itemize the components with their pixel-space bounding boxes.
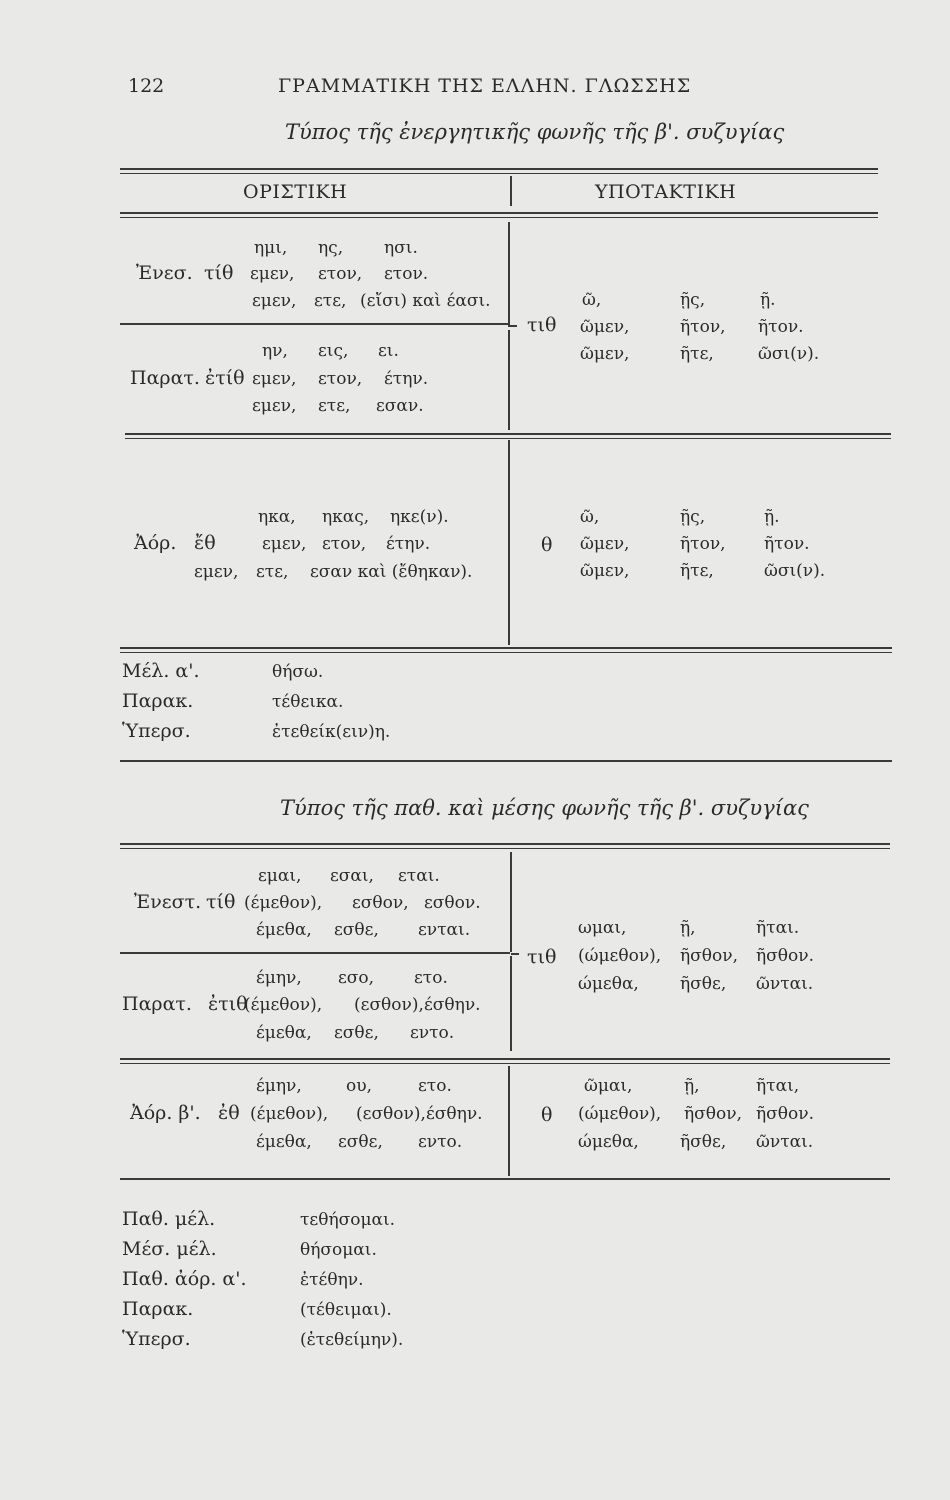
ending: έσθην.: [426, 1104, 483, 1124]
rule-top: [120, 168, 878, 170]
rule-section-3: [120, 760, 892, 762]
col-subjunctive: ΥΠΟΤΑΚΤΙΚΗ: [595, 181, 737, 203]
ending: έμεθα,: [256, 1132, 312, 1152]
ending: ῆσθον.: [756, 946, 814, 966]
ending: ετε,: [314, 291, 347, 311]
brace-point: [509, 325, 517, 327]
ending: εσαν.: [376, 396, 424, 416]
divider-passive-aorist: [508, 1066, 510, 1176]
ending: ετον,: [318, 264, 363, 284]
ending: εμεν,: [252, 291, 297, 311]
tense-form: τεθήσομαι.: [300, 1210, 396, 1230]
ending: ῆσθε,: [680, 1132, 727, 1152]
tense-label: Παθ. μέλ.: [122, 1208, 216, 1230]
stem: τιθ: [527, 946, 557, 968]
tense-form: ἐτέθην.: [300, 1270, 364, 1290]
stem: ἐτίθ: [205, 367, 245, 389]
ending: έτην.: [386, 534, 431, 554]
ending: έσθην.: [424, 995, 481, 1015]
ending: εσθον.: [424, 893, 481, 913]
tense-label: Ἐνεστ.: [134, 891, 202, 913]
ending: ῶσι(ν).: [758, 344, 820, 364]
ending: ώμεθα,: [578, 1132, 639, 1152]
ending: ῆτον.: [758, 317, 804, 337]
ending: ην,: [262, 341, 288, 361]
ending: (έμεθον),: [244, 893, 323, 913]
ending: ῶνται.: [756, 974, 814, 994]
tense-label: Παρακ.: [122, 1298, 194, 1320]
ending: ῇ,: [680, 918, 696, 938]
ending: ετε,: [256, 562, 289, 582]
passive-brace-upper: [510, 852, 512, 952]
ending: ηκα,: [258, 507, 296, 527]
ending: (ώμεθον),: [578, 946, 662, 966]
ending: εμεν,: [250, 264, 295, 284]
ending: ετον,: [322, 534, 367, 554]
ending: ετον,: [318, 369, 363, 389]
ending: εσθον,: [352, 893, 409, 913]
stem: θ: [541, 1104, 553, 1126]
ending: ῶμεν,: [580, 561, 630, 581]
passive-brace-lower: [510, 956, 512, 1051]
ending: ῇς,: [680, 507, 706, 527]
rule-section-2b: [120, 652, 892, 653]
rule-header-bottom-2: [120, 217, 878, 218]
ending: ῶμεν,: [580, 534, 630, 554]
stem: ἔθ: [194, 532, 216, 554]
ending: εμαι,: [258, 866, 302, 886]
tense-form: θήσομαι.: [300, 1240, 377, 1260]
ending: (εσθον),: [354, 995, 424, 1015]
rule-passive-top: [120, 843, 890, 845]
ending: εμεν,: [262, 534, 307, 554]
stem: ἐτιθ: [208, 993, 248, 1015]
ending: εσθε,: [334, 1023, 379, 1043]
ending: ῇ.: [760, 290, 776, 310]
ending: ῆσθε,: [680, 974, 727, 994]
ending: εσαι,: [330, 866, 374, 886]
ending: ῇς,: [680, 290, 706, 310]
ending: ῆτον,: [680, 317, 726, 337]
ending: ενται.: [418, 920, 471, 940]
tense-form: (τέθειμαι).: [300, 1300, 392, 1320]
ending: ῆσθον,: [680, 946, 738, 966]
ending: εμεν,: [252, 396, 297, 416]
ending: έμην,: [256, 968, 302, 988]
ending: ετο.: [414, 968, 448, 988]
tense-label: Ἀόρ.: [134, 532, 177, 554]
ending: εται.: [398, 866, 440, 886]
tense-label: Ἀόρ. β'.: [130, 1102, 201, 1124]
active-heading: Τύπος τῆς ἐνεργητικῆς φωνῆς τῆς β'. συζυγίας: [285, 120, 785, 144]
passive-heading: Τύπος τῆς παθ. καὶ μέσης φωνῆς τῆς β'. συζυγίας: [280, 796, 809, 820]
ending: ετον.: [384, 264, 429, 284]
rule-passive-end: [120, 1178, 890, 1180]
ending: εντο.: [410, 1023, 455, 1043]
ending: ησι.: [384, 238, 418, 258]
tense-form: θήσω.: [272, 662, 324, 682]
tense-form: (ἐτεθείμην).: [300, 1330, 404, 1350]
ending: ηκε(ν).: [390, 507, 449, 527]
ending: ῶσι(ν).: [764, 561, 826, 581]
ending: ώμεθα,: [578, 974, 639, 994]
stem: τίθ: [204, 262, 234, 284]
stem: τίθ: [206, 891, 236, 913]
ending: (εἴσι) καὶ έασι.: [360, 291, 491, 311]
tense-label: Παρακ.: [122, 690, 194, 712]
tense-label: Ὑπερσ.: [122, 720, 191, 742]
header-divider: [510, 176, 512, 206]
ending: ει.: [378, 341, 399, 361]
ending: έμεθα,: [256, 920, 312, 940]
ending: ῆσθον,: [684, 1104, 742, 1124]
ending: εσαν καὶ (ἔθηκαν).: [310, 562, 473, 582]
rule-passive-top-2: [120, 848, 890, 849]
brace-lower: [508, 330, 510, 430]
ending: (εσθον),: [356, 1104, 426, 1124]
ending: εντο.: [418, 1132, 463, 1152]
ending: ῶνται.: [756, 1132, 814, 1152]
divider-aorist: [508, 440, 510, 645]
stem: θ: [541, 534, 553, 556]
ending: ῇ,: [684, 1076, 700, 1096]
tense-label: Παθ. ἀόρ. α'.: [122, 1268, 247, 1290]
ending: εμεν,: [194, 562, 239, 582]
ending: έτην.: [384, 369, 429, 389]
ending: εις,: [318, 341, 349, 361]
ending: ετε,: [318, 396, 351, 416]
rule-passive-aorist: [120, 1058, 890, 1060]
ending: ης,: [318, 238, 344, 258]
ending: (έμεθον),: [244, 995, 323, 1015]
tense-label: Ὑπερσ.: [122, 1328, 191, 1350]
ending: εσο,: [338, 968, 375, 988]
ending: ῶμεν,: [580, 344, 630, 364]
rule-section-2: [120, 647, 892, 649]
rule-passive-aorist-2: [120, 1063, 890, 1064]
stem: τιθ: [527, 314, 557, 336]
ending: έμην,: [256, 1076, 302, 1096]
ending: ῶμαι,: [584, 1076, 633, 1096]
tense-label: Μέσ. μέλ.: [122, 1238, 217, 1260]
rule-mid-left: [120, 323, 510, 325]
tense-label: Παρατ.: [122, 993, 192, 1015]
page-number: 122: [128, 75, 165, 97]
rule-passive-mid: [120, 952, 510, 954]
ending: (ώμεθον),: [578, 1104, 662, 1124]
ending: εσθε,: [334, 920, 379, 940]
passive-brace-point: [511, 953, 519, 955]
ending: ῆτε,: [680, 344, 714, 364]
tense-form: ἐτεθείκ(ειν)η.: [272, 722, 391, 742]
col-indicative: ΟΡΙΣΤΙΚΗ: [243, 181, 348, 203]
tense-label: Ἐνεσ.: [136, 262, 193, 284]
ending: ῶ,: [580, 507, 600, 527]
ending: ῆσθον.: [756, 1104, 814, 1124]
ending: ῆτον.: [764, 534, 810, 554]
ending: ῶμεν,: [580, 317, 630, 337]
tense-label: Παρατ.: [130, 367, 200, 389]
ending: ῇ.: [764, 507, 780, 527]
rule-top-2: [120, 173, 878, 174]
ending: ωμαι,: [578, 918, 627, 938]
ending: ῶ,: [582, 290, 602, 310]
ending: (έμεθον),: [250, 1104, 329, 1124]
ending: ου,: [346, 1076, 372, 1096]
tense-label: Μέλ. α'.: [122, 660, 200, 682]
ending: ημι,: [254, 238, 288, 258]
ending: ηκας,: [322, 507, 370, 527]
ending: ετο.: [418, 1076, 452, 1096]
rule-section-1b: [125, 438, 891, 439]
running-title: ΓΡΑΜΜΑΤΙΚΗ ΤΗΣ ΕΛΛΗΝ. ΓΛΩΣΣΗΣ: [278, 75, 692, 97]
ending: ῆτον,: [680, 534, 726, 554]
ending: εσθε,: [338, 1132, 383, 1152]
ending: ῆται.: [756, 918, 800, 938]
ending: ῆται,: [756, 1076, 800, 1096]
rule-header-bottom: [120, 212, 878, 214]
brace-upper: [508, 222, 510, 327]
ending: εμεν,: [252, 369, 297, 389]
ending: έμεθα,: [256, 1023, 312, 1043]
tense-form: τέθεικα.: [272, 692, 344, 712]
stem: ἐθ: [218, 1102, 240, 1124]
rule-section-1: [125, 433, 891, 435]
ending: ῆτε,: [680, 561, 714, 581]
